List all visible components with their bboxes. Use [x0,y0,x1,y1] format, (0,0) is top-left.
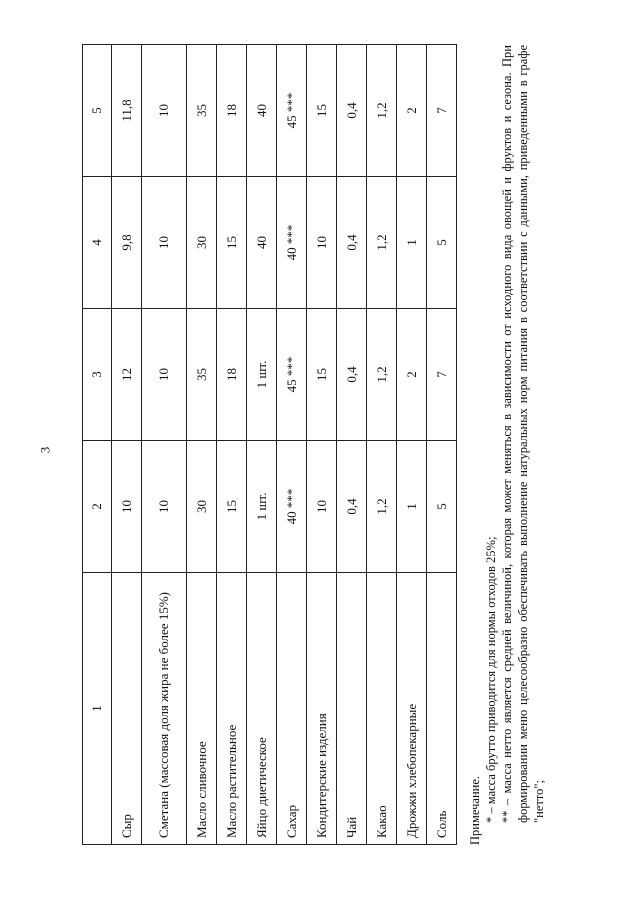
value-cell: 7 [427,309,457,441]
rotated-content [82,45,546,845]
table-row [337,45,367,845]
table-row [427,45,457,845]
value-cell: 1 [397,441,427,573]
value-cell: 5 [427,177,457,309]
value-cell: 30 [187,441,217,573]
value-cell: 15 [307,309,337,441]
value-cell: 0,4 [337,309,367,441]
value-cell: 40 *** [277,441,307,573]
product-name: Яйцо диетическое [247,573,277,845]
product-name: Масло растительное [217,573,247,845]
value-cell: 10 [112,441,142,573]
product-name: Сметана (массовая доля жира не более 15%) [142,573,187,845]
value-cell: 1,2 [367,441,397,573]
value-cell: 1,2 [367,177,397,309]
value-cell: 0,4 [337,177,367,309]
product-name: Дрожжи хлебопекарные [397,573,427,845]
product-name: Масло сливочное [187,573,217,845]
table-row [307,45,337,845]
value-cell: 1,2 [367,309,397,441]
notes-title: Примечание. [468,775,482,845]
value-cell: 10 [142,177,187,309]
value-cell: 5 [427,441,457,573]
product-name: Сыр [112,573,142,845]
value-cell: 18 [217,309,247,441]
value-cell: 10 [307,177,337,309]
header-cell: 4 [83,177,112,309]
product-name: Какао [367,573,397,845]
product-name: Кондитерские изделия [307,573,337,845]
value-cell: 40 *** [277,177,307,309]
notes-block [467,45,547,845]
value-cell: 7 [427,45,457,177]
product-name: Соль [427,573,457,845]
header-cell: 5 [83,45,112,177]
value-cell: 10 [142,441,187,573]
value-cell: 2 [397,309,427,441]
value-cell: 15 [217,177,247,309]
value-cell: 10 [307,441,337,573]
page-number: 3 [37,446,53,454]
value-cell: 35 [187,309,217,441]
value-cell: 40 [247,177,277,309]
value-cell: 15 [307,45,337,177]
header-cell: 1 [83,573,112,845]
value-cell: 1 [397,177,427,309]
value-cell: 10 [142,309,187,441]
table-row [277,45,307,845]
value-cell: 1 шт. [247,441,277,573]
value-cell: 1 шт. [247,309,277,441]
product-name: Сахар [277,573,307,845]
value-cell: 18 [217,45,247,177]
note-line-2: ** – масса нетто является средней величиной, которая может меняться в зависимости от исходного вида овощей и фруктов и сезона. При формировании меню целесообразно обеспечивать выполнение натуральных норм питания в соответствии с данными, приведенными в графе "нетто"; [500,45,546,823]
value-cell: 2 [397,45,427,177]
header-cell: 2 [83,441,112,573]
value-cell: 40 [247,45,277,177]
value-cell: 1,2 [367,45,397,177]
table-row [187,45,217,845]
value-cell: 45 *** [277,45,307,177]
table-row [367,45,397,845]
product-name: Чай [337,573,367,845]
value-cell: 10 [142,45,187,177]
value-cell: 9,8 [112,177,142,309]
value-cell: 0,4 [337,441,367,573]
food-norms-table [82,44,457,845]
table-row [397,45,427,845]
value-cell: 12 [112,309,142,441]
table-header-row [83,45,112,845]
table-row [142,45,187,845]
note-line-1: * – масса брутто приводится для нормы отходов 25%; [484,536,498,823]
table-row [217,45,247,845]
value-cell: 11,8 [112,45,142,177]
value-cell: 15 [217,441,247,573]
value-cell: 30 [187,177,217,309]
table-row [112,45,142,845]
header-cell: 3 [83,309,112,441]
value-cell: 35 [187,45,217,177]
table-row [247,45,277,845]
value-cell: 45 *** [277,309,307,441]
value-cell: 0,4 [337,45,367,177]
